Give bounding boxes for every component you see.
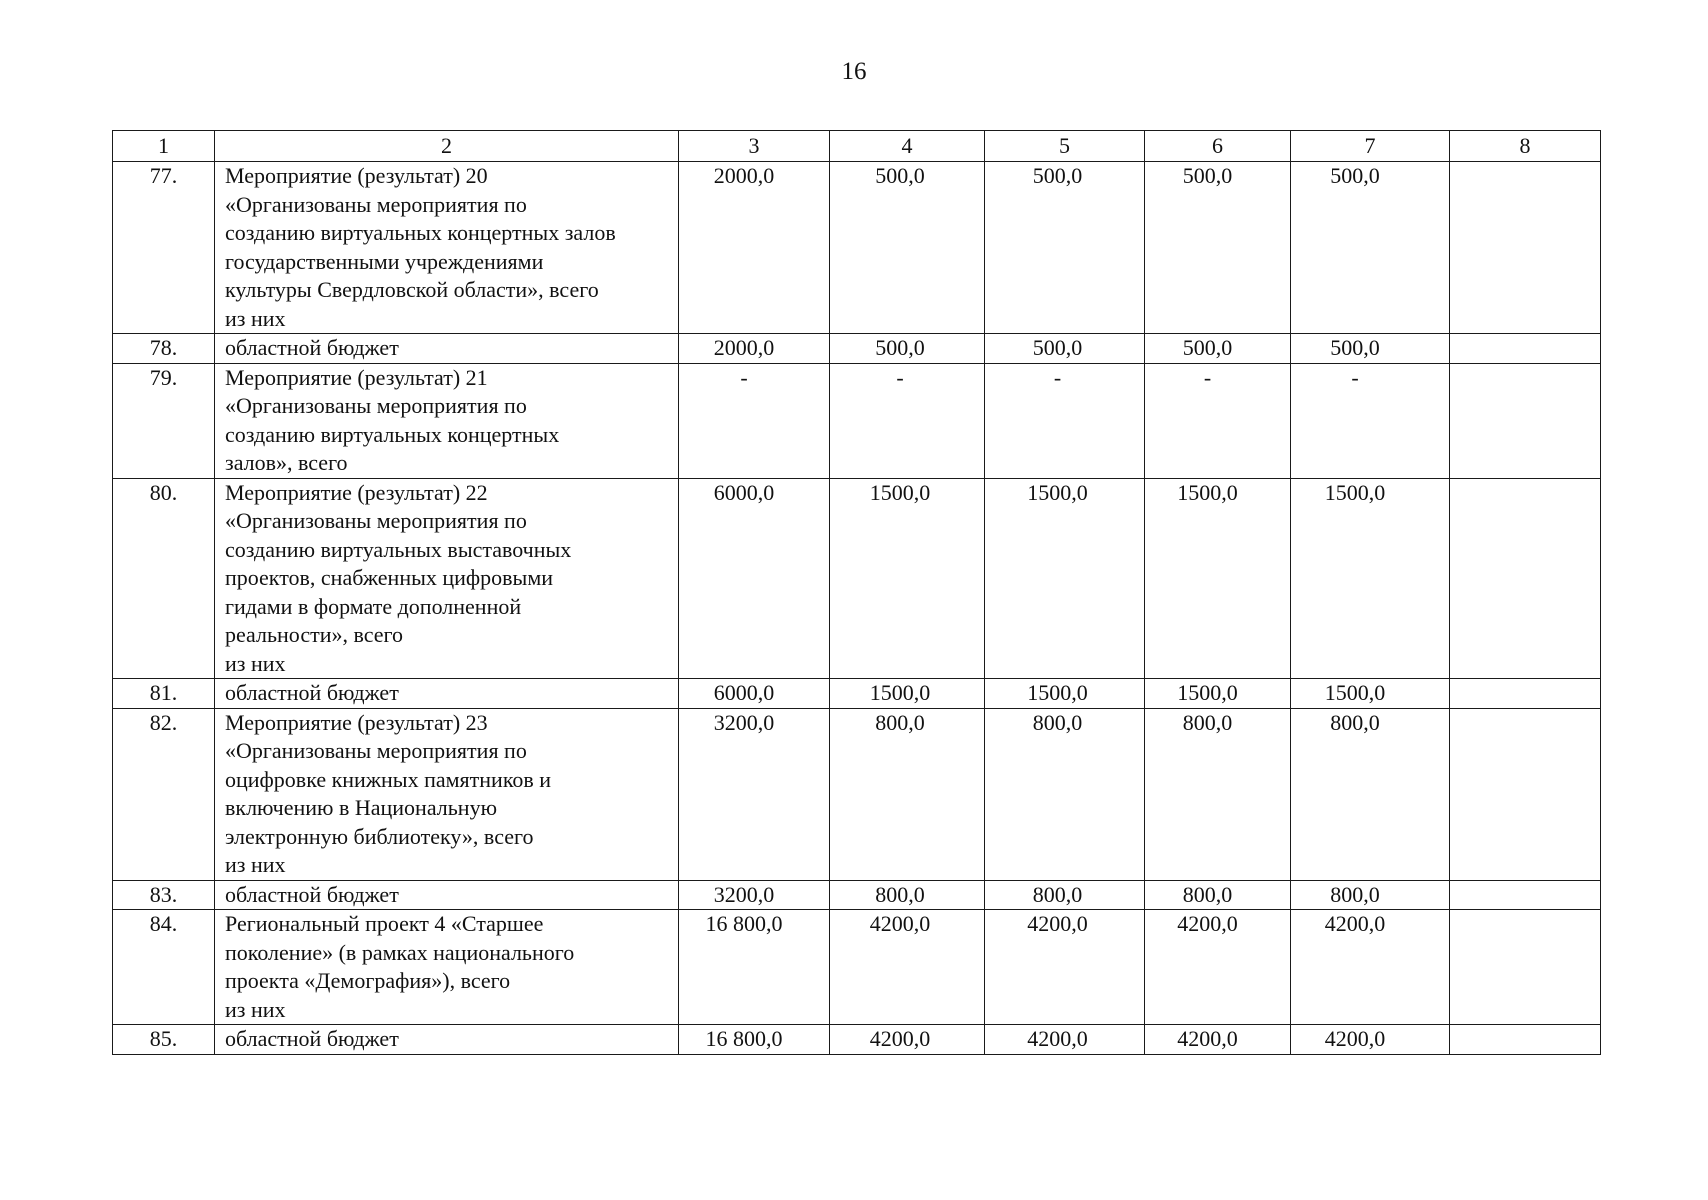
row-number-cell: 78. <box>113 334 215 364</box>
value-cell-col3: 2000,0 <box>679 162 830 334</box>
description-line: «Организованы мероприятия по <box>225 738 527 763</box>
description-line: включению в Национальную <box>225 795 498 820</box>
value-cell-col3: 6000,0 <box>679 478 830 679</box>
row-number-cell: 83. <box>113 880 215 910</box>
value-cell-col6: 500,0 <box>1145 334 1291 364</box>
value-cell-col4: 1500,0 <box>830 478 985 679</box>
row-number-cell: 77. <box>113 162 215 334</box>
description-line: «Организованы мероприятия по <box>225 393 527 418</box>
table-row <box>113 708 1601 880</box>
value-cell-col7: 1500,0 <box>1291 679 1450 709</box>
value-cell-col7: - <box>1291 363 1450 478</box>
description-cell <box>215 162 679 334</box>
description-line: поколение» (в рамках национального <box>225 939 575 965</box>
description-line: Мероприятие (результат) 23 <box>225 709 488 735</box>
column-header: 3 <box>679 131 830 162</box>
description-cell <box>215 708 679 880</box>
description-line: областной бюджет <box>225 881 399 907</box>
value-cell-col7: 1500,0 <box>1291 478 1450 679</box>
row-number-cell: 82. <box>113 708 215 880</box>
column-header: 1 <box>113 131 215 162</box>
value-cell-col8 <box>1450 162 1601 334</box>
description-cell <box>215 363 679 478</box>
column-header: 2 <box>215 131 679 162</box>
value-cell-col7: 4200,0 <box>1291 1025 1450 1055</box>
value-cell-col3: 16 800,0 <box>679 1025 830 1055</box>
description-cell <box>215 910 679 1025</box>
description-line: из них <box>225 650 286 676</box>
value-cell-col8 <box>1450 478 1601 679</box>
description-line: созданию виртуальных выставочных <box>225 536 572 562</box>
row-number-cell: 80. <box>113 478 215 679</box>
value-cell-col4: 500,0 <box>830 162 985 334</box>
description-line: из них <box>225 305 286 331</box>
value-cell-col4: 4200,0 <box>830 1025 985 1055</box>
value-cell-col8 <box>1450 880 1601 910</box>
description-line: культуры Свердловской области», всего <box>225 277 599 302</box>
value-cell-col7: 800,0 <box>1291 708 1450 880</box>
value-cell-col7: 800,0 <box>1291 880 1450 910</box>
value-cell-col6: 500,0 <box>1145 162 1291 334</box>
description-line: реальности», всего <box>225 622 404 647</box>
value-cell-col6: 4200,0 <box>1145 910 1291 1025</box>
budget-table <box>112 130 1601 1055</box>
value-cell-col7: 4200,0 <box>1291 910 1450 1025</box>
description-cell <box>215 679 679 709</box>
description-line: электронную библиотеку», всего <box>225 823 534 849</box>
value-cell-col8 <box>1450 1025 1601 1055</box>
value-cell-col7: 500,0 <box>1291 162 1450 334</box>
description-line: областной бюджет <box>225 335 399 360</box>
description-line: «Организованы мероприятия по <box>225 508 527 533</box>
value-cell-col5: 800,0 <box>985 708 1145 880</box>
description-line: проекта «Демография»), всего <box>225 968 511 993</box>
value-cell-col8 <box>1450 708 1601 880</box>
table-row <box>113 478 1601 679</box>
value-cell-col5: 4200,0 <box>985 910 1145 1025</box>
value-cell-col3: 2000,0 <box>679 334 830 364</box>
description-line: из них <box>225 852 286 877</box>
value-cell-col6: 1500,0 <box>1145 679 1291 709</box>
description-line: Мероприятие (результат) 22 <box>225 479 488 505</box>
table-row <box>113 363 1601 478</box>
header-row <box>113 131 1601 162</box>
description-line: созданию виртуальных концертных залов <box>225 220 616 245</box>
value-cell-col4: 500,0 <box>830 334 985 364</box>
value-cell-col5: 4200,0 <box>985 1025 1145 1055</box>
value-cell-col5: 1500,0 <box>985 679 1145 709</box>
column-header: 7 <box>1291 131 1450 162</box>
value-cell-col6: 800,0 <box>1145 708 1291 880</box>
value-cell-col7: 500,0 <box>1291 334 1450 364</box>
column-header: 4 <box>830 131 985 162</box>
value-cell-col5: - <box>985 363 1145 478</box>
column-header: 5 <box>985 131 1145 162</box>
description-line: Региональный проект 4 «Старшее <box>225 911 544 936</box>
value-cell-col4: 4200,0 <box>830 910 985 1025</box>
value-cell-col6: 4200,0 <box>1145 1025 1291 1055</box>
value-cell-col6: 800,0 <box>1145 880 1291 910</box>
value-cell-col8 <box>1450 363 1601 478</box>
column-header: 8 <box>1450 131 1601 162</box>
description-line: государственными учреждениями <box>225 248 544 274</box>
value-cell-col3: - <box>679 363 830 478</box>
table-row <box>113 334 1601 364</box>
description-cell <box>215 880 679 910</box>
column-header: 6 <box>1145 131 1291 162</box>
row-number-cell: 81. <box>113 679 215 709</box>
value-cell-col8 <box>1450 679 1601 709</box>
description-cell <box>215 334 679 364</box>
value-cell-col3: 3200,0 <box>679 708 830 880</box>
description-line: областной бюджет <box>225 1026 399 1051</box>
description-line: Мероприятие (результат) 20 <box>225 163 488 188</box>
value-cell-col4: 800,0 <box>830 708 985 880</box>
value-cell-col8 <box>1450 910 1601 1025</box>
value-cell-col4: 1500,0 <box>830 679 985 709</box>
row-number-cell: 85. <box>113 1025 215 1055</box>
description-line: областной бюджет <box>225 680 399 705</box>
table-row <box>113 880 1601 910</box>
table-row <box>113 679 1601 709</box>
table-row <box>113 910 1601 1025</box>
value-cell-col5: 800,0 <box>985 880 1145 910</box>
value-cell-col6: 1500,0 <box>1145 478 1291 679</box>
description-cell <box>215 478 679 679</box>
description-cell <box>215 1025 679 1055</box>
description-line: из них <box>225 996 286 1022</box>
value-cell-col3: 3200,0 <box>679 880 830 910</box>
table-row <box>113 162 1601 334</box>
row-number-cell: 84. <box>113 910 215 1025</box>
value-cell-col4: - <box>830 363 985 478</box>
row-number-cell: 79. <box>113 363 215 478</box>
value-cell-col6: - <box>1145 363 1291 478</box>
description-line: проектов, снабженных цифровыми <box>225 565 554 590</box>
value-cell-col5: 1500,0 <box>985 478 1145 679</box>
description-line: залов», всего <box>225 450 348 475</box>
value-cell-col4: 800,0 <box>830 880 985 910</box>
value-cell-col5: 500,0 <box>985 334 1145 364</box>
description-line: созданию виртуальных концертных <box>225 421 560 447</box>
description-line: «Организованы мероприятия по <box>225 191 527 217</box>
table-body <box>113 162 1601 1055</box>
description-line: оцифровке книжных памятников и <box>225 766 552 792</box>
description-line: Мероприятие (результат) 21 <box>225 364 488 390</box>
table-row <box>113 1025 1601 1055</box>
value-cell-col5: 500,0 <box>985 162 1145 334</box>
value-cell-col3: 16 800,0 <box>679 910 830 1025</box>
value-cell-col8 <box>1450 334 1601 364</box>
value-cell-col3: 6000,0 <box>679 679 830 709</box>
description-line: гидами в формате дополненной <box>225 593 522 619</box>
page-number: 16 <box>841 58 867 85</box>
